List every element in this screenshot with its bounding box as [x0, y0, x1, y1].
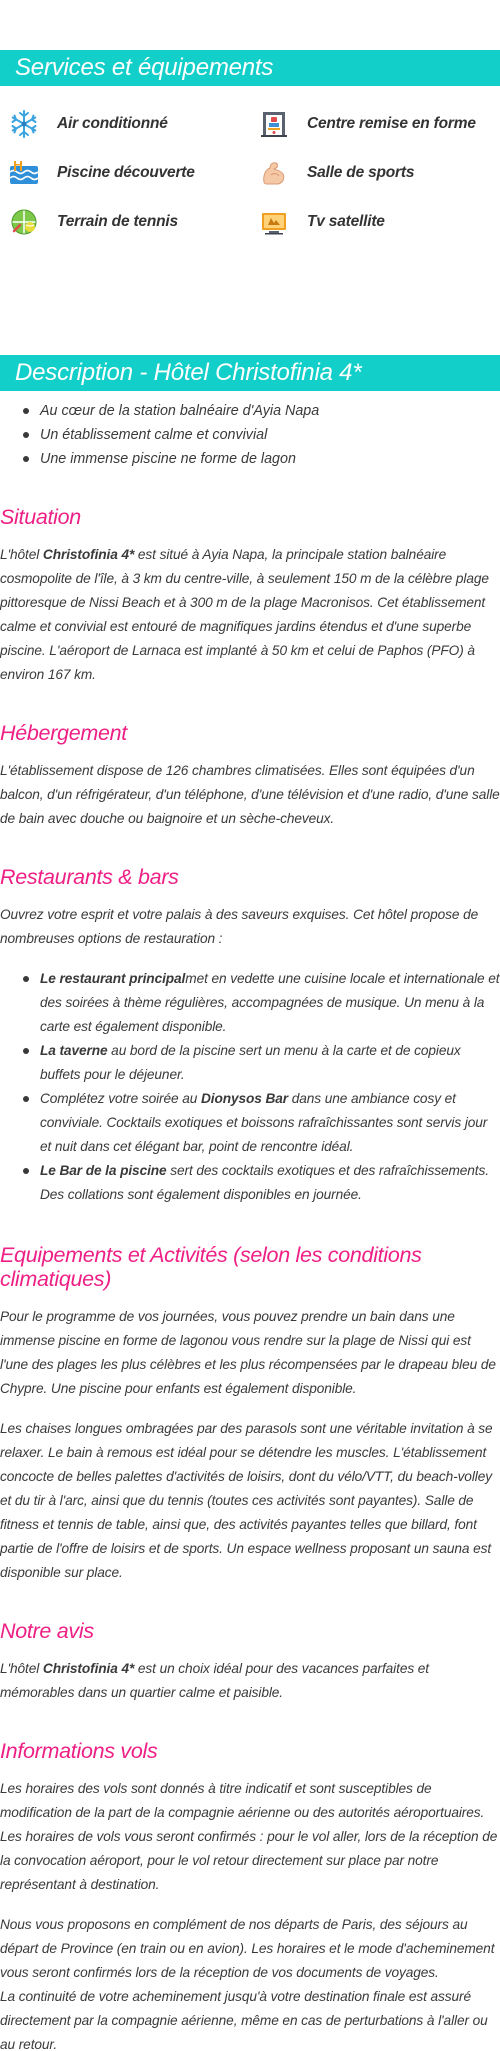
services-banner [0, 50, 500, 86]
service-label: Piscine découverte [57, 164, 195, 181]
services-title: Services et équipements [15, 54, 274, 81]
service-label: Tv satellite [307, 213, 385, 230]
highlight-item: Une immense piscine ne forme de lagon [20, 447, 500, 471]
highlight-item: Un établissement calme et convivial [20, 423, 500, 447]
service-item-satellite-tv [258, 207, 385, 237]
description-title: Description - Hôtel Christofinia 4* [15, 359, 362, 386]
service-label: Air conditionné [57, 115, 168, 132]
satellite-tv-icon [258, 207, 290, 237]
service-label: Terrain de tennis [57, 213, 178, 230]
situation-heading: Situation [0, 505, 81, 529]
service-item-tennis-court [8, 207, 178, 237]
vols-paragraph-1: Les horaires des vols sont donnés à titre indicatif et sont susceptibles de modification de la part de la compagnie aérienne ou des autorités aéroportuaires. [0, 1781, 485, 1820]
restaurant-item: Complétez votre soirée au Dionysos Bar dans une ambiance cosy et conviviale. Cocktails exotiques et boissons rafraîchissantes sont servis jour et nuit dans cet élégant bar, point de rencontre idéal. [20, 1087, 500, 1159]
equipements-paragraph-2: Les chaises longues ombragées par des parasols sont une véritable invitation à se relaxer. Le bain à remous est idéal pour se détendre les muscles. L'établissement concocte de belles palettes d'activités de loisirs, dont du vélo/VTT, du beach-volley et du tir à l'arc, ainsi que du tennis (toutes ces activités sont payantes). Salle de fitness et tennis de table, ainsi que, des activités payantes telles que billard, font partie de l'offre de loisirs et de sports. Un espace wellness proposant un sauna est disponible sur place. [0, 1421, 493, 1580]
pool-icon [8, 158, 40, 188]
restaurants-intro: Ouvrez votre esprit et votre palais à des saveurs exquises. Cet hôtel propose de nombreuses options de restauration : [0, 907, 479, 946]
restaurant-item: La taverne au bord de la piscine sert un menu à la carte et de copieux buffets pour le déjeuner. [20, 1039, 500, 1087]
restaurants-heading: Restaurants & bars [0, 865, 179, 889]
service-item-gym [258, 158, 414, 188]
equipements-heading: Equipements et Activités (selon les conditions climatiques) [0, 1243, 422, 1291]
vols-heading: Informations vols [0, 1739, 158, 1763]
restaurant-item: Le restaurant principalmet en vedette une cuisine locale et internationale et des soirées à thème régulières, accompagnées de musique. Un menu à la carte est également disponible. [20, 967, 500, 1039]
fitness-machine-icon [258, 109, 290, 139]
hebergement-paragraph: L'établissement dispose de 126 chambres climatisées. Elles sont équipées d'un balcon, d'un réfrigérateur, d'un téléphone, d'une télévision et d'une radio, d'une salle de bain avec douche ou baignoire et un sèche-cheveux. [0, 763, 500, 826]
hotel-name: Christofinia 4* [42, 547, 135, 562]
highlight-item: Au cœur de la station balnéaire d'Ayia Napa [20, 399, 500, 423]
service-label: Centre remise en forme [307, 115, 476, 132]
situation-paragraph: L'hôtel Christofinia 4* est situé à Ayia Napa, la principale station balnéaire cosmopolite de l'île, à 3 km du centre-ville, à seulement 150 m de la célèbre plage pittoresque de Nissi Beach et à 300 m de la plage Macronisos. Cet établissement calme et convivial est entouré de magnifiques jardins étendus et d'une superbe piscine. L'aéroport de Larnaca est implanté à 50 km et celui de Paphos (PFO) à environ 167 km. [0, 547, 489, 682]
vols-paragraph-4: La continuité de votre acheminement jusqu'à votre destination finale est assuré directement par la compagnie aérienne, même en cas de perturbations à l'aller ou au retour. [0, 1989, 488, 2051]
service-item-outdoor-pool [8, 158, 195, 188]
service-label: Salle de sports [307, 164, 415, 181]
avis-paragraph: L'hôtel Christofinia 4* est un choix idéal pour des vacances parfaites et mémorables dans un quartier calme et paisible. [0, 1661, 430, 1700]
restaurants-list [0, 967, 500, 1207]
service-item-fitness-center [258, 109, 476, 139]
highlights-list [0, 399, 500, 471]
vols-paragraph-2: Les horaires de vols vous seront confirmés : pour le vol aller, lors de la réception de la convocation aéroport, pour le vol retour directement sur place par notre représentant à destination. [0, 1829, 498, 1892]
equipements-paragraph-1: Pour le programme de vos journées, vous pouvez prendre un bain dans une immense piscine en forme de lagonou vous rendre sur la plage de Nissi qui est l'une des plages les plus célèbres et les plus récompensées par le drapeau bleu de Chypre. Une piscine pour enfants est également disponible. [0, 1309, 496, 1396]
service-item-air-conditioning [8, 109, 168, 139]
hotel-name: Christofinia 4* [42, 1661, 135, 1676]
description-banner [0, 355, 500, 391]
tennis-ball-icon [8, 207, 40, 237]
vols-paragraph-3: Nous vous proposons en complément de nos départs de Paris, des séjours au départ de Province (en train ou en avion). Les horaires et le mode d'acheminement vous seront confirmés lors de la réception de vos documents de voyages. [0, 1917, 495, 1980]
snowflake-icon [8, 109, 40, 139]
avis-heading: Notre avis [0, 1619, 94, 1643]
restaurant-item: Le Bar de la piscine sert des cocktails exotiques et des rafraîchissements. Des collations sont également disponibles en journée. [20, 1159, 500, 1207]
services-grid [0, 86, 500, 238]
flexed-arm-icon [258, 158, 290, 188]
hebergement-heading: Hébergement [0, 721, 127, 745]
